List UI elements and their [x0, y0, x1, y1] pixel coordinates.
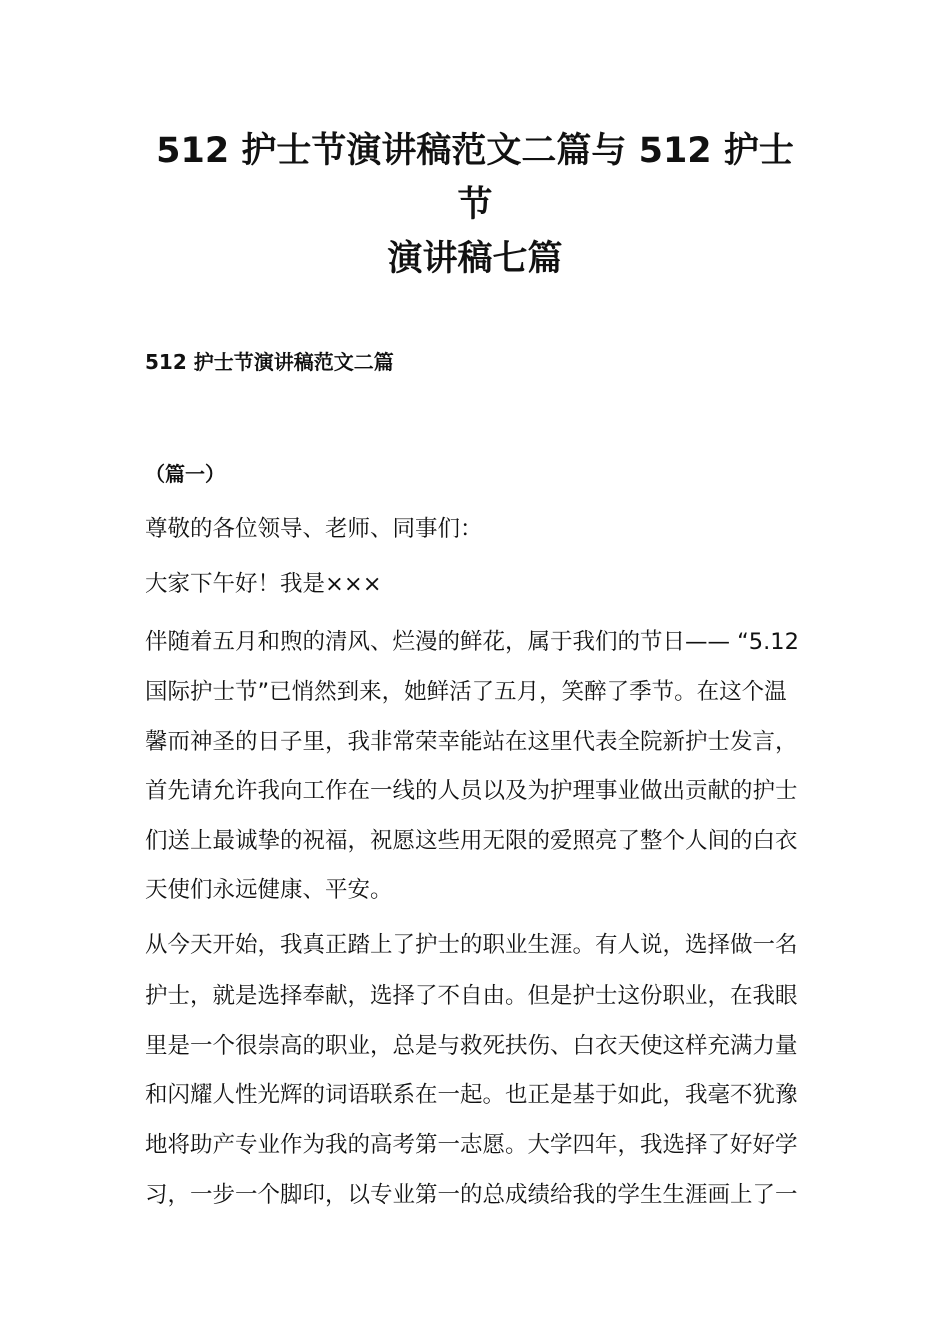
body-line: 从今天开始，我真正踏上了护士的职业生涯。有人说，选择做一名 [145, 932, 798, 958]
part-label: （篇一） [145, 462, 225, 486]
body-line: 地将助产专业作为我的高考第一志愿。大学四年，我选择了好好学 [145, 1132, 798, 1158]
section-heading: 512 护士节演讲稿范文二篇 [145, 350, 394, 374]
body-line: 和闪耀人性光辉的词语联系在一起。也正是基于如此，我毫不犹豫 [145, 1082, 798, 1108]
body-line: 国际护士节”已悄然到来，她鲜活了五月，笑醉了季节。在这个温 [145, 679, 787, 705]
body-line: 习，一步一个脚印，以专业第一的总成绩给我的学生生涯画上了一 [145, 1182, 798, 1208]
body-line: 首先请允许我向工作在一线的人员以及为护理事业做出贡献的护士 [145, 778, 798, 804]
body-line: 天使们永远健康、平安。 [145, 877, 393, 903]
body-line: 伴随着五月和煦的清风、烂漫的鲜花，属于我们的节日—— “5.12 [145, 629, 799, 655]
document-title [150, 124, 800, 286]
body-line: 们送上最诚挚的祝福，祝愿这些用无限的爱照亮了整个人间的白衣 [145, 828, 798, 854]
body-line: 里是一个很崇高的职业，总是与救死扶伤、白衣天使这样充满力量 [145, 1033, 798, 1059]
body-line: 护士，就是选择奉献，选择了不自由。但是护士这份职业，在我眼 [145, 983, 798, 1009]
document-title-line-1: 512 护士节演讲稿范文二篇与 512 护士节 [156, 131, 794, 225]
body-line: 尊敬的各位领导、老师、同事们： [145, 516, 483, 542]
document-title-line-2: 演讲稿七篇 [387, 239, 563, 279]
body-line: 馨而神圣的日子里，我非常荣幸能站在这里代表全院新护士发言， [145, 729, 798, 755]
body-line: 大家下午好！我是××× [145, 571, 382, 597]
